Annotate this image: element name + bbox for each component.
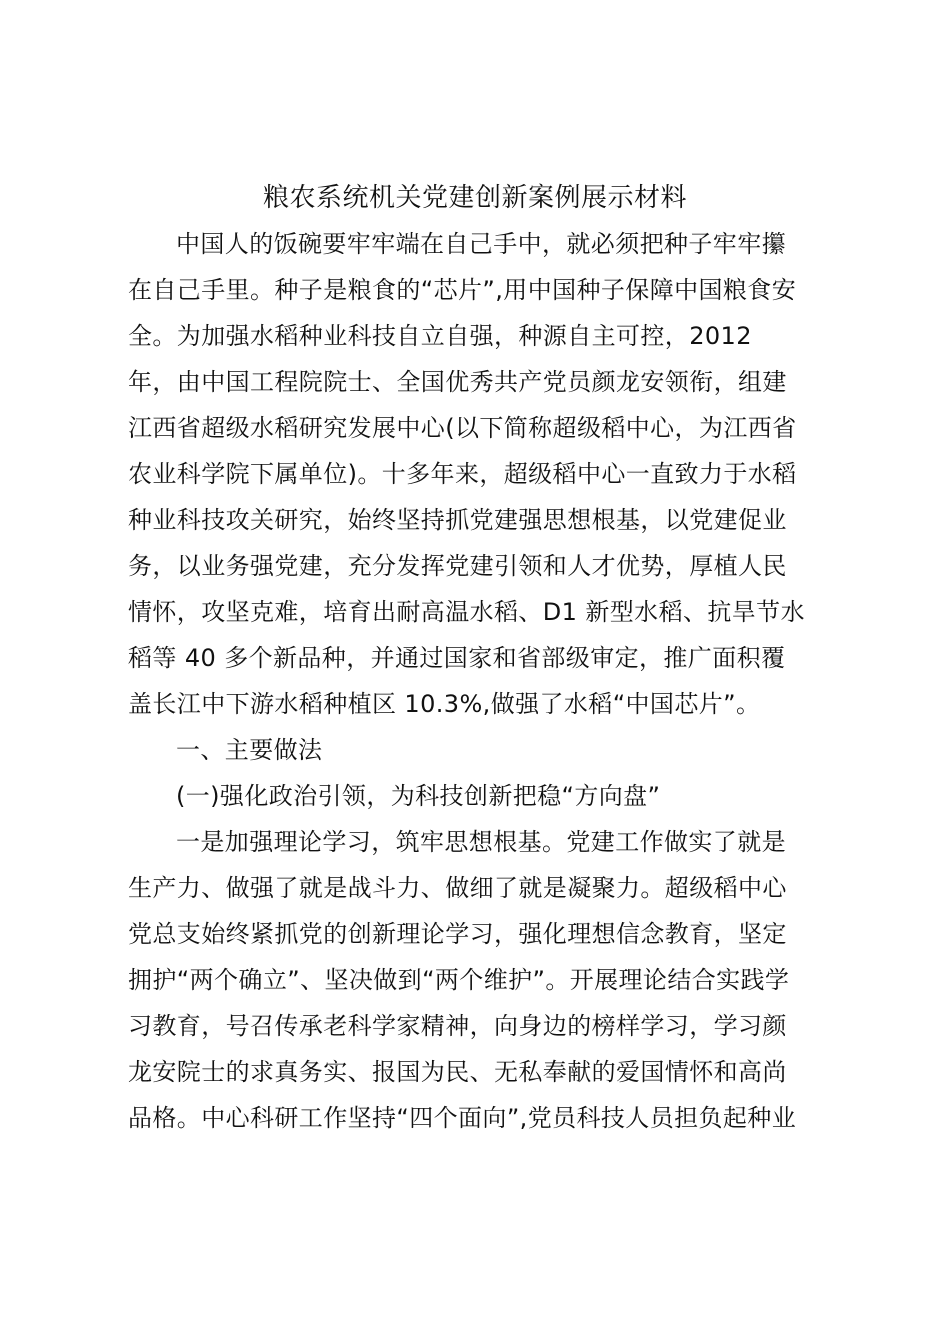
paragraph-2-line-4: 拥护“两个确立”、坚决做到“两个维护”。开展理论结合实践学 (128, 966, 790, 994)
paragraph-1-line-2: 在自己手里。种子是粮食的“芯片”,用中国种子保障中国粮食安 (128, 276, 797, 304)
paragraph-2-line-5: 习教育，号召传承老科学家精神，向身边的榜样学习，学习颜 (128, 1012, 787, 1040)
document-title: 粮农系统机关党建创新案例展示材料 (262, 183, 687, 213)
paragraph-1-line-4: 年，由中国工程院院士、全国优秀共产党员颜龙安领衔，组建 (128, 368, 787, 396)
paragraph-1-line-9: 情怀，攻坚克难，培育出耐高温水稻、D1 新型水稻、抗旱节水 (128, 598, 805, 626)
paragraph-2-line-6: 龙安院士的求真务实、报国为民、无私奉献的爱国情怀和高尚 (128, 1058, 787, 1086)
paragraph-2-line-7: 品格。中心科研工作坚持“四个面向”,党员科技人员担负起种业 (128, 1104, 797, 1132)
paragraph-2-line-2: 生产力、做强了就是战斗力、做细了就是凝聚力。超级稻中心 (128, 874, 787, 902)
paragraph-1-line-11: 盖长江中下游水稻种植区 10.3%,做强了水稻“中国芯片”。 (128, 690, 761, 718)
subsection-heading: (一)强化政治引领，为科技创新把稳“方向盘” (176, 782, 661, 810)
paragraph-1-line-1: 中国人的饭碗要牢牢端在自己手中，就必须把种子牢牢攥 (176, 230, 786, 258)
paragraph-1-line-3: 全。为加强水稻种业科技自立自强，种源自主可控，2012 (128, 322, 752, 350)
paragraph-2-line-3: 党总支始终紧抓党的创新理论学习，强化理想信念教育，坚定 (128, 920, 787, 948)
paragraph-1-line-8: 务，以业务强党建，充分发挥党建引领和人才优势，厚植人民 (128, 552, 787, 580)
paragraph-1-line-10: 稻等 40 多个新品种，并通过国家和省部级审定，推广面积覆 (128, 644, 786, 672)
paragraph-1-line-5: 江西省超级水稻研究发展中心(以下简称超级稻中心，为江西省 (128, 414, 797, 442)
paragraph-1-line-6: 农业科学院下属单位)。十多年来，超级稻中心一直致力于水稻 (128, 460, 797, 488)
paragraph-1-line-7: 种业科技攻关研究，始终坚持抓党建强思想根基，以党建促业 (128, 506, 787, 534)
section-heading: 一、主要做法 (176, 736, 323, 764)
paragraph-2-line-1: 一是加强理论学习，筑牢思想根基。党建工作做实了就是 (176, 828, 786, 856)
